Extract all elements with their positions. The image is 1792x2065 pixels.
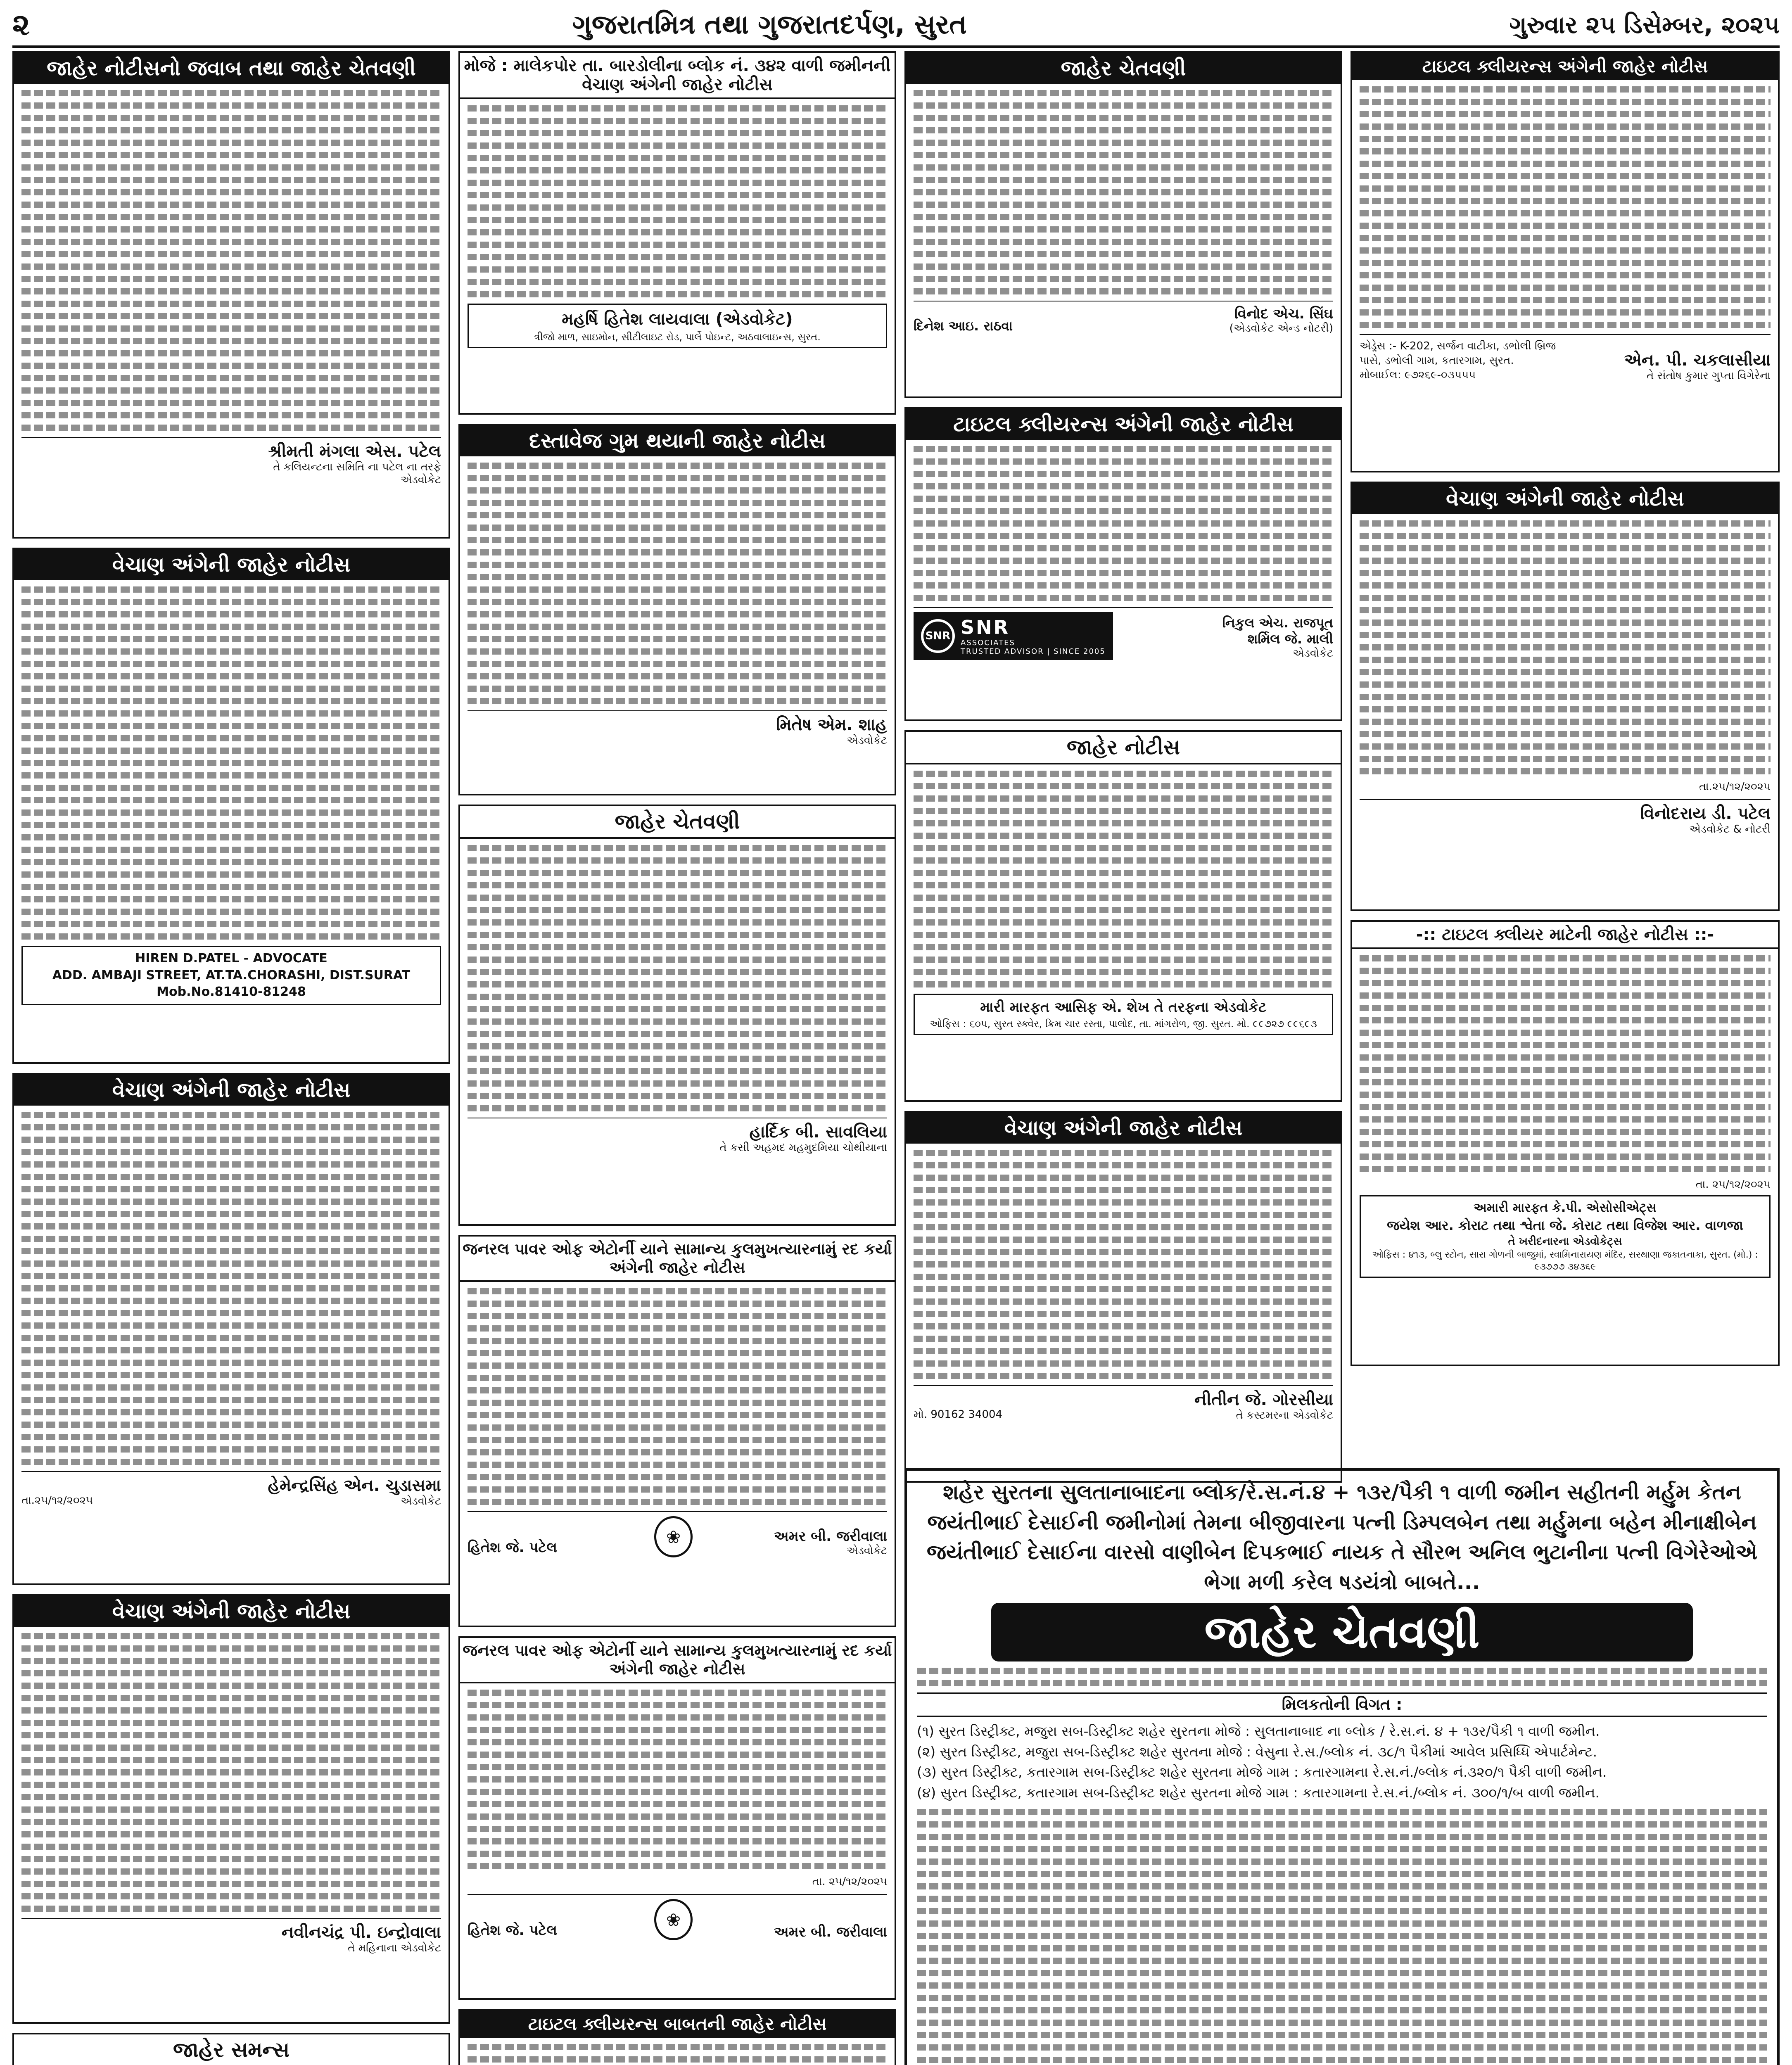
signature bbox=[468, 1894, 887, 1940]
notice-summons bbox=[12, 2033, 450, 2065]
signature bbox=[468, 1511, 887, 1557]
notice-warning-2 bbox=[904, 51, 1342, 398]
advocate-role: તે ખરીદનારના એડવોકેટ્સ bbox=[1508, 1235, 1622, 1248]
signer-phone: મો. 90162 34004 bbox=[914, 1408, 1003, 1421]
column-4 bbox=[1351, 51, 1780, 1375]
advocate-address: ઓફિસ : ૬૦૫, સુરત સ્ક્વેર, ક્રિમ ચાર રસ્તા, પાલોદ, તા. માંગરોળ, જી. સુરત. મો. ૯૯૭૨૭ ૯૯૬૯૩ bbox=[930, 1018, 1317, 1030]
property-list bbox=[917, 1721, 1767, 1803]
signer-name: મિતેષ એમ. શાહ bbox=[776, 715, 887, 734]
notice-title: ટાઇટલ ક્લીયરન્સ બાબતની જાહેર નોટીસ bbox=[460, 2010, 895, 2038]
signer-name: અમર બી. જરીવાલા bbox=[774, 1528, 887, 1545]
notice-malekpor bbox=[458, 51, 896, 415]
notice-title: ટાઇટલ ક્લીયરન્સ અંગેની જાહેર નોટીસ bbox=[1352, 53, 1778, 80]
notice-title: ટાઇટલ ક્લીયરન્સ અંગેની જાહેર નોટીસ bbox=[906, 409, 1341, 440]
notice-body bbox=[468, 463, 887, 704]
notice-warning bbox=[458, 805, 896, 1226]
notice-poa-2 bbox=[458, 1636, 896, 2000]
signature bbox=[21, 1471, 441, 1508]
office-address: એડ્રેસ :- K-202, સર્જન વાટીકા, ડભોલી બ્રિજ પાસે, ડભોલી ગામ, કતારગામ, સુરત. મોબાઈલ: ૯૭૨૬૯-૦૩૫૫૫ bbox=[1360, 340, 1556, 382]
advocate-address: ADD. AMBAJI STREET, AT.TA.CHORASHI, DIST.SURAT Mob.No.81410-81248 bbox=[52, 968, 411, 999]
notice-body bbox=[468, 1690, 887, 1869]
signature bbox=[468, 1118, 887, 1154]
notice-title: વેચાણ અંગેની જાહેર નોટીસ bbox=[1352, 483, 1778, 514]
notice-body bbox=[914, 446, 1333, 601]
advocate-address: ત્રીજો માળ, સાઇમોન, સીટીલાઇટ રોડ, પાર્લે પોઇન્ટ, અઠવાલાઇન્સ, સુરત. bbox=[534, 331, 821, 343]
notice-date: તા.૨૫/૧૨/૨૦૨૫ bbox=[21, 1494, 93, 1507]
notice-body bbox=[468, 1288, 887, 1505]
notice-sale-2 bbox=[12, 1073, 450, 1585]
signer-name: હિતેશ જે. પટેલ bbox=[468, 1922, 557, 1939]
signer-role: તે મહિનાના એડવોકેટ bbox=[348, 1942, 441, 1954]
snr-logo-icon: SNR bbox=[921, 619, 955, 653]
property-item: (૧) સુરત ડિસ્ટ્રીક્ટ, મજુરા સબ-ડિસ્ટ્રીક્ટ શહેર સુરતના મોજે : સુલતાનાબાદ ના બ્લોક / રે.સ.નં. ૪ + ૧૩ર/પૈકી ૧ વાળી જમીન. bbox=[917, 1723, 1600, 1739]
notice-body bbox=[468, 2044, 887, 2065]
snr-sub: ASSOCIATES bbox=[961, 638, 1015, 647]
notice-lost-document bbox=[458, 424, 896, 795]
paper-name: ગુજરાતમિત્ર તથા ગુજરાતદર્પણ, સુરત bbox=[572, 9, 967, 40]
notice-body bbox=[468, 105, 887, 297]
notice-title: જનરલ પાવર ઓફ એટોર્ની યાને સામાન્ય કુલમુખત્યારનામું રદ કર્યા અંગેની જાહેર નોટીસ bbox=[460, 1237, 895, 1282]
notice-sale-4 bbox=[1351, 482, 1780, 911]
advocate-address: ઓફિસ : ૪૧૩, બ્લુ સ્ટોન, સારા ગોળની બાજુમાં, સ્વામિનારાયણ મંદિર, સરથાણા જકાતનાકા, સુરત. (મો.) : ૯૩૭૭૭ ૩૪૩૬૯ bbox=[1372, 1249, 1758, 1272]
property-item: (૨) સુરત ડિસ્ટ્રીક્ટ, મજુરા સબ-ડિસ્ટ્રીક્ટ શહેર સુરતના મોજે : વેસુના રે.સ./બ્લોક નં. ૩૮/૧ પૈકીમાં આવેલ પ્રસિધ્ધિ એપાર્ટમેન્ટ. bbox=[917, 1743, 1597, 1760]
advocate-box bbox=[21, 946, 441, 1005]
notice-poa-1 bbox=[458, 1235, 896, 1627]
notice-title-clearance-2 bbox=[904, 407, 1342, 721]
notice-public bbox=[904, 730, 1342, 1102]
notice-body bbox=[468, 845, 887, 1111]
firm-logo-icon: ❀ bbox=[654, 1516, 693, 1557]
signature bbox=[914, 301, 1333, 335]
notice-title: -:: ટાઇટલ ક્લીયર માટેની જાહેર નોટીસ ::- bbox=[1352, 922, 1778, 949]
advocate-name: મહર્ષિ હિતેશ લાયવાલા (એડવોકેટ) bbox=[562, 310, 793, 329]
advocate-box bbox=[1360, 1195, 1771, 1278]
signer-name: વિનોદ એચ. સિંઘ bbox=[1234, 306, 1333, 322]
signer-role: તે કસ્ટમરના એડવોકેટ bbox=[1236, 1409, 1333, 1422]
signer-name: હાર્દિક બી. સાવલિયા bbox=[749, 1123, 887, 1142]
notice-title: જાહેર ચેતવણી bbox=[906, 53, 1341, 84]
signature bbox=[914, 607, 1333, 660]
advocate-box bbox=[914, 994, 1333, 1035]
signature bbox=[21, 1918, 441, 1955]
signer-role: એડવોકેટ bbox=[847, 1545, 887, 1557]
signer-name: શર્મિલ જે. માલી bbox=[1247, 631, 1333, 647]
notice-title: દસ્તાવેજ ગુમ થયાની જાહેર નોટીસ bbox=[460, 425, 895, 456]
advocate-name: મારી મારફત આસિફ એ. શેખ તે તરફના એડવોકેટ bbox=[980, 999, 1267, 1016]
signer-name: નવીનચંદ્ર પી. ઇન્દ્રોવાલા bbox=[281, 1923, 441, 1942]
signer-name: અમર બી. જરીવાલા bbox=[774, 1924, 887, 1940]
notice-title-clear bbox=[1351, 920, 1780, 1366]
paper-date: ગુરુવાર ૨૫ ડિસેમ્બર, ૨૦૨૫ bbox=[1509, 10, 1780, 39]
signer-role: (એડવોકેટ એન્ડ નોટરી) bbox=[1229, 322, 1333, 335]
notice-title: વેચાણ અંગેની જાહેર નોટીસ bbox=[14, 549, 449, 580]
notice-body bbox=[21, 90, 441, 431]
signer-role: તે સંતોષ કુમાર ગુપ્તા વિગેરેના bbox=[1647, 370, 1771, 382]
signer-role: એડવોકેટ bbox=[847, 734, 887, 747]
notice-body bbox=[914, 1150, 1333, 1379]
signer-role: એડવોકેટ bbox=[1293, 647, 1333, 660]
notice-body bbox=[1360, 86, 1771, 328]
masthead bbox=[12, 4, 1780, 48]
signer-name: હિતેશ જે. પટેલ bbox=[468, 1539, 557, 1556]
notice-title: જાહેર નોટીસનો જવાબ તથા જાહેર ચેતવણી bbox=[14, 53, 449, 84]
column-1 bbox=[12, 51, 450, 2065]
advocate-box bbox=[468, 304, 887, 348]
signer-name: વિનોદરાય ડી. પટેલ bbox=[1640, 804, 1771, 823]
page-number: ૨ bbox=[12, 7, 30, 42]
notice-date: તા. ૨૫/૧૨/૨૦૨૫ bbox=[812, 1875, 887, 1888]
advocate-names: જયેશ આર. કોરાટ તથા શ્વેતા જે. કોરાટ તથા વિજેશ આર. વાળજા bbox=[1387, 1217, 1743, 1233]
signer-role: તે કસી અહમદ મહમુદમિયા ચોથીયાના bbox=[719, 1142, 887, 1154]
advocate-name: HIREN D.PATEL - ADVOCATE bbox=[135, 951, 328, 966]
signer-role: તે કલિયન્ટના સમિતિ ના પટેલ ના તરફે એડવોકેટ bbox=[273, 461, 441, 486]
warning-intro bbox=[917, 1668, 1767, 1686]
notice-sale-1 bbox=[12, 548, 450, 1064]
signature bbox=[914, 1385, 1333, 1422]
property-item: (૩) સુરત ડિસ્ટ્રીક્ટ, કતારગામ સબ-ડિસ્ટ્રીક્ટ શહેર સુરતના મોજે ગામ : કતારગામના રે.સ.નં./બ્લોક નં.૩૨૦/૧ પૈકી વાળી જમીન. bbox=[917, 1764, 1607, 1780]
notice-body bbox=[21, 1633, 441, 1912]
notice-title: વેચાણ અંગેની જાહેર નોટીસ bbox=[14, 1075, 449, 1106]
signer-name: નિકુલ એચ. રાજપૂત bbox=[1222, 615, 1333, 631]
signature bbox=[1360, 334, 1771, 382]
notice-sale-3 bbox=[12, 1594, 450, 2024]
notice-body bbox=[1360, 520, 1771, 774]
notice-title: જનરલ પાવર ઓફ એટોર્ની યાને સામાન્ય કુલમુખત્યારનામું રદ કર્યા અંગેની જાહેર નોટીસ bbox=[460, 1638, 895, 1683]
warning-title: જાહેર ચેતવણી bbox=[991, 1603, 1693, 1661]
notice-body bbox=[914, 771, 1333, 987]
notice-title: જાહેર સમન્સ bbox=[14, 2034, 449, 2065]
signer-name: દિનેશ આઇ. રાઠવા bbox=[914, 318, 1013, 334]
big-warning-notice bbox=[904, 1468, 1780, 2065]
property-item: (૪) સુરત ડિસ્ટ્રીક્ટ, કતારગામ સબ-ડિસ્ટ્રીક્ટ શહેર સુરતના મોજે ગામ : કતારગામના રે.સ.નં./બ્લોક નં. ૩૦૦/૧/બ વાળી જમીન. bbox=[917, 1784, 1600, 1801]
notice-title-clearance-3 bbox=[1351, 51, 1780, 472]
advocate-firm: અમારી મારફત કે.પી. એસોસીએટ્સ bbox=[1474, 1201, 1657, 1215]
notice-title: જાહેર ચેતવણી bbox=[460, 806, 895, 839]
notice-title: વેચાણ અંગેની જાહેર નોટીસ bbox=[906, 1113, 1341, 1144]
notice-body bbox=[914, 90, 1333, 294]
notice-title: મોજે : માલેકપોર તા. બારડોલીના બ્લોક નં. ૩૪૨ વાળી જમીનની વેચાણ અંગેની જાહેર નોટીસ bbox=[460, 53, 895, 99]
notice-body bbox=[21, 586, 441, 940]
notice-title: જાહેર નોટીસ bbox=[906, 732, 1341, 764]
notice-date: તા.૨૫/૧૨/૨૦૨૫ bbox=[1699, 781, 1771, 793]
snr-logo bbox=[914, 612, 1113, 660]
firm-logo-icon: ❀ bbox=[654, 1899, 693, 1940]
signer-name: હેમેન્દ્રસિંહ એન. ચુડાસમા bbox=[268, 1476, 441, 1495]
snr-tagline: TRUSTED ADVISOR | SINCE 2005 bbox=[961, 647, 1106, 656]
column-3 bbox=[904, 51, 1342, 1492]
signer-name: એન. પી. ચકલાસીયા bbox=[1624, 351, 1771, 370]
signer-name: શ્રીમતી મંગલા એસ. પટેલ bbox=[268, 442, 441, 461]
signature bbox=[1360, 799, 1771, 836]
signature bbox=[21, 437, 441, 487]
notice-date: તા. ૨૫/૧૨/૨૦૨૫ bbox=[1695, 1178, 1771, 1191]
notice-body bbox=[21, 1112, 441, 1465]
column-2 bbox=[458, 51, 896, 2065]
signer-role: એડવોકેટ & નોટરી bbox=[1689, 823, 1771, 835]
warning-body bbox=[917, 1809, 1767, 2065]
notice-title: વેચાણ અંગેની જાહેર નોટીસ bbox=[14, 1596, 449, 1627]
snr-name: SNR bbox=[961, 616, 1010, 638]
signer-name: નીતીન જે. ગોરસીયા bbox=[1194, 1390, 1333, 1409]
notice-reply-warning bbox=[12, 51, 450, 539]
notice-sale-barbodhan bbox=[904, 1111, 1342, 1483]
notice-title-clearance bbox=[458, 2009, 896, 2065]
notice-body bbox=[1360, 955, 1771, 1172]
warning-headline: શહેર સુરતના સુલતાનાબાદના બ્લોક/રે.સ.નં.૪ + ૧૩ર/પૈકી ૧ વાળી જમીન સહીતની મર્હુમ કેતન જયંતીભાઈ દેસાઈની જમીનોમાં તેમના બીજીવારના પત્ની ડિમ્પલબેન તથા મર્હુમના બહેન મીનાક્ષીબેન જયંતીભાઈ દેસાઈના વારસો વાણીબેન દિપકભાઈ નાયક તે સૌરભ અનિલ ભુટાનીના પત્ની વિગેરેઓએ ભેગા મળી કરેલ ષડયંત્રો બાબતે... bbox=[926, 1480, 1758, 1594]
signer-role: એડવોકેટ bbox=[401, 1495, 441, 1507]
property-details-heading: મિલકતોની વિગત : bbox=[917, 1692, 1767, 1717]
signature bbox=[468, 710, 887, 747]
